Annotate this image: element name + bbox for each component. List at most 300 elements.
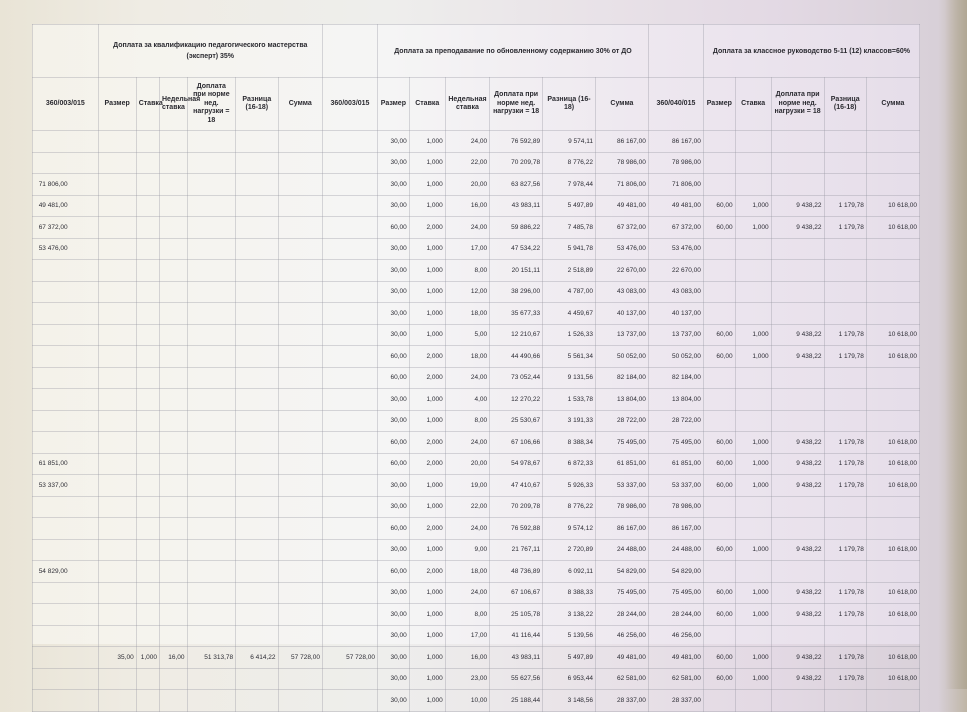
table-cell	[136, 518, 159, 540]
table-cell: 1,000	[735, 475, 771, 497]
table-cell	[136, 346, 159, 368]
table-cell: 2,000	[409, 518, 445, 540]
table-cell	[278, 582, 322, 604]
table-cell: 1,000	[735, 647, 771, 669]
table-cell: 78 986,00	[648, 496, 703, 518]
table-cell	[187, 389, 236, 411]
table-cell: 49 481,00	[595, 647, 648, 669]
table-cell: 30,00	[378, 582, 410, 604]
table-row	[33, 496, 920, 518]
table-row	[33, 217, 920, 239]
table-cell	[159, 561, 187, 583]
table-cell: 10 618,00	[866, 604, 919, 626]
table-cell	[866, 561, 919, 583]
table-cell	[703, 690, 735, 712]
table-cell: 75 495,00	[595, 582, 648, 604]
table-cell	[824, 152, 866, 174]
table-cell	[771, 367, 824, 389]
table-cell: 53 476,00	[595, 238, 648, 260]
table-cell: 8,00	[445, 410, 489, 432]
table-cell: 6 872,33	[543, 453, 596, 475]
table-cell: 1 179,78	[824, 324, 866, 346]
table-cell	[33, 346, 99, 368]
table-cell	[735, 131, 771, 153]
table-cell: 28 337,00	[648, 690, 703, 712]
table-cell	[159, 432, 187, 454]
table-cell	[136, 539, 159, 561]
table-cell	[322, 238, 377, 260]
table-cell: 10 618,00	[866, 475, 919, 497]
table-cell: 1,000	[409, 324, 445, 346]
table-cell	[136, 561, 159, 583]
table-cell: 9 438,22	[771, 647, 824, 669]
table-cell	[236, 432, 278, 454]
column-header: 360/003/015	[33, 78, 99, 131]
table-cell: 61 851,00	[648, 453, 703, 475]
table-cell: 9 574,12	[543, 518, 596, 540]
table-cell	[98, 582, 136, 604]
table-cell: 2 720,89	[543, 539, 596, 561]
table-cell: 75 495,00	[648, 582, 703, 604]
table-cell	[735, 303, 771, 325]
table-cell: 1,000	[735, 195, 771, 217]
table-cell: 1,000	[409, 195, 445, 217]
table-cell: 54 829,00	[648, 561, 703, 583]
table-cell	[866, 625, 919, 647]
table-cell: 16,00	[445, 647, 489, 669]
table-cell	[236, 496, 278, 518]
table-cell	[824, 561, 866, 583]
table-cell: 1,000	[409, 260, 445, 282]
table-cell: 1 526,33	[543, 324, 596, 346]
table-cell	[735, 561, 771, 583]
table-cell: 78 986,00	[648, 152, 703, 174]
table-cell	[136, 668, 159, 690]
table-cell	[278, 367, 322, 389]
table-cell: 30,00	[378, 174, 410, 196]
table-cell	[236, 539, 278, 561]
table-cell	[703, 281, 735, 303]
table-cell	[824, 410, 866, 432]
table-cell	[278, 195, 322, 217]
table-cell	[703, 367, 735, 389]
table-row	[33, 690, 920, 712]
table-cell: 8 388,33	[543, 582, 596, 604]
table-cell	[236, 410, 278, 432]
table-cell: 24,00	[445, 131, 489, 153]
table-cell	[159, 539, 187, 561]
table-cell	[236, 152, 278, 174]
table-cell	[771, 260, 824, 282]
table-cell: 3 138,22	[543, 604, 596, 626]
table-cell	[187, 324, 236, 346]
table-cell	[735, 625, 771, 647]
table-cell: 60,00	[703, 668, 735, 690]
table-cell: 20,00	[445, 174, 489, 196]
table-cell: 43 983,11	[490, 195, 543, 217]
table-cell	[771, 281, 824, 303]
table-row	[33, 453, 920, 475]
table-cell: 7 978,44	[543, 174, 596, 196]
table-cell: 17,00	[445, 625, 489, 647]
table-cell	[703, 238, 735, 260]
table-cell: 60,00	[703, 604, 735, 626]
table-cell	[33, 367, 99, 389]
table-cell	[866, 131, 919, 153]
table-cell: 49 481,00	[648, 647, 703, 669]
table-cell	[236, 582, 278, 604]
table-cell	[98, 625, 136, 647]
table-cell: 1,000	[735, 539, 771, 561]
table-cell: 10 618,00	[866, 453, 919, 475]
table-cell	[703, 410, 735, 432]
table-cell	[98, 152, 136, 174]
table-cell: 43 083,00	[595, 281, 648, 303]
table-cell	[236, 303, 278, 325]
column-header: Недельная ставка	[445, 78, 489, 131]
table-row	[33, 582, 920, 604]
table-cell: 30,00	[378, 195, 410, 217]
table-cell	[735, 410, 771, 432]
table-cell: 10 618,00	[866, 582, 919, 604]
column-header: Размер	[98, 78, 136, 131]
payroll-table	[32, 24, 920, 712]
table-cell: 25 188,44	[490, 690, 543, 712]
table-cell: 49 481,00	[648, 195, 703, 217]
table-cell: 75 495,00	[648, 432, 703, 454]
table-cell	[98, 174, 136, 196]
table-cell	[187, 604, 236, 626]
table-row	[33, 432, 920, 454]
table-cell: 1,000	[409, 389, 445, 411]
table-cell	[159, 195, 187, 217]
table-row	[33, 281, 920, 303]
table-cell	[236, 389, 278, 411]
table-cell: 1,000	[735, 453, 771, 475]
table-cell	[703, 260, 735, 282]
table-cell: 12 210,67	[490, 324, 543, 346]
table-cell	[322, 389, 377, 411]
table-cell: 60,00	[703, 582, 735, 604]
table-cell: 35,00	[98, 647, 136, 669]
table-cell: 60,00	[378, 367, 410, 389]
table-cell: 18,00	[445, 303, 489, 325]
column-header: Доплата при норме нед. нагрузки = 18	[490, 78, 543, 131]
table-cell: 4 787,00	[543, 281, 596, 303]
table-cell: 60,00	[703, 647, 735, 669]
table-cell	[33, 324, 99, 346]
table-cell	[771, 131, 824, 153]
table-cell: 86 167,00	[595, 518, 648, 540]
table-cell	[187, 496, 236, 518]
table-cell: 24,00	[445, 217, 489, 239]
table-cell: 9 438,22	[771, 453, 824, 475]
table-cell	[136, 582, 159, 604]
table-cell	[187, 131, 236, 153]
table-cell: 78 986,00	[595, 152, 648, 174]
table-cell	[159, 174, 187, 196]
table-cell: 48 736,89	[490, 561, 543, 583]
table-cell	[771, 690, 824, 712]
table-cell: 2,000	[409, 217, 445, 239]
table-cell: 60,00	[703, 475, 735, 497]
table-cell: 30,00	[378, 238, 410, 260]
table-cell	[866, 303, 919, 325]
table-cell	[278, 260, 322, 282]
table-cell	[824, 518, 866, 540]
table-cell	[33, 604, 99, 626]
table-cell	[771, 625, 824, 647]
table-cell: 73 052,44	[490, 367, 543, 389]
table-cell	[824, 260, 866, 282]
column-header: Сумма	[278, 78, 322, 131]
table-cell	[322, 604, 377, 626]
table-cell	[159, 303, 187, 325]
table-cell	[136, 238, 159, 260]
table-cell: 50 052,00	[595, 346, 648, 368]
table-cell	[98, 604, 136, 626]
table-cell: 1,000	[409, 303, 445, 325]
table-cell	[98, 518, 136, 540]
table-cell: 1,000	[409, 131, 445, 153]
table-cell	[187, 410, 236, 432]
table-cell: 54 829,00	[33, 561, 99, 583]
table-cell	[866, 410, 919, 432]
table-cell: 23,00	[445, 668, 489, 690]
table-cell: 28 337,00	[595, 690, 648, 712]
table-cell	[98, 260, 136, 282]
table-cell	[136, 690, 159, 712]
table-cell	[322, 195, 377, 217]
table-cell	[136, 625, 159, 647]
column-header: Разница (16-18)	[236, 78, 278, 131]
table-cell: 19,00	[445, 475, 489, 497]
table-cell: 30,00	[378, 131, 410, 153]
table-cell	[187, 281, 236, 303]
table-cell: 9 438,22	[771, 217, 824, 239]
table-cell: 9 574,11	[543, 131, 596, 153]
table-cell	[136, 195, 159, 217]
table-cell: 20 151,11	[490, 260, 543, 282]
table-cell: 9 438,22	[771, 539, 824, 561]
column-header: Ставка	[409, 78, 445, 131]
table-cell: 55 627,56	[490, 668, 543, 690]
table-cell: 8 776,22	[543, 496, 596, 518]
table-cell	[322, 625, 377, 647]
table-cell	[322, 281, 377, 303]
table-cell	[824, 690, 866, 712]
table-row	[33, 668, 920, 690]
table-cell	[322, 432, 377, 454]
table-cell	[187, 475, 236, 497]
table-cell: 53 337,00	[648, 475, 703, 497]
table-cell	[159, 131, 187, 153]
table-cell: 60,00	[378, 346, 410, 368]
table-cell	[703, 303, 735, 325]
table-cell: 54 978,67	[490, 453, 543, 475]
group-header-row	[33, 25, 920, 78]
table-cell: 1,000	[409, 496, 445, 518]
table-cell	[187, 260, 236, 282]
table-cell: 9 131,56	[543, 367, 596, 389]
column-header: Размер	[378, 78, 410, 131]
group-class-leadership: Доплата за классное руководство 5-11 (12) классов=60%	[703, 25, 919, 78]
group-qualification: Доплата за квалификацию педагогического мастерства (эксперт) 35%	[98, 25, 322, 78]
table-cell	[33, 496, 99, 518]
table-cell: 9 438,22	[771, 432, 824, 454]
table-cell	[278, 410, 322, 432]
table-cell	[735, 496, 771, 518]
table-cell	[735, 174, 771, 196]
group-blank-2	[322, 25, 377, 78]
table-cell	[322, 131, 377, 153]
table-cell: 2,000	[409, 561, 445, 583]
table-cell: 12 270,22	[490, 389, 543, 411]
table-cell	[187, 174, 236, 196]
table-cell: 21 767,11	[490, 539, 543, 561]
table-cell	[33, 389, 99, 411]
table-cell	[278, 518, 322, 540]
table-row	[33, 389, 920, 411]
table-cell	[278, 475, 322, 497]
table-cell: 60,00	[378, 217, 410, 239]
table-cell	[703, 131, 735, 153]
table-cell: 1,000	[409, 690, 445, 712]
table-cell	[866, 496, 919, 518]
table-cell	[187, 582, 236, 604]
table-cell: 12,00	[445, 281, 489, 303]
table-cell	[33, 260, 99, 282]
table-cell	[735, 152, 771, 174]
column-header: 360/040/015	[648, 78, 703, 131]
table-cell: 1 179,78	[824, 217, 866, 239]
group-updated-content: Доплата за преподавание по обновленному содержанию 30% от ДО	[378, 25, 649, 78]
table-cell: 70 209,78	[490, 152, 543, 174]
table-cell	[236, 690, 278, 712]
table-cell	[159, 367, 187, 389]
table-cell: 60,00	[703, 346, 735, 368]
table-cell: 10 618,00	[866, 432, 919, 454]
table-row	[33, 195, 920, 217]
table-cell	[33, 152, 99, 174]
table-cell: 28 244,00	[648, 604, 703, 626]
column-header: Сумма	[866, 78, 919, 131]
table-cell: 9 438,22	[771, 475, 824, 497]
table-cell	[187, 432, 236, 454]
table-cell	[322, 668, 377, 690]
table-cell: 47 534,22	[490, 238, 543, 260]
table-cell	[278, 174, 322, 196]
table-cell	[98, 539, 136, 561]
table-cell: 10 618,00	[866, 195, 919, 217]
table-cell: 24,00	[445, 432, 489, 454]
table-cell: 1,000	[409, 410, 445, 432]
table-cell	[159, 217, 187, 239]
table-cell	[159, 668, 187, 690]
table-cell	[98, 410, 136, 432]
table-cell: 1,000	[735, 346, 771, 368]
table-cell	[236, 604, 278, 626]
table-cell	[771, 410, 824, 432]
table-cell: 1 179,78	[824, 195, 866, 217]
table-cell: 30,00	[378, 625, 410, 647]
table-cell: 86 167,00	[595, 131, 648, 153]
table-row	[33, 324, 920, 346]
table-cell: 5 926,33	[543, 475, 596, 497]
table-cell	[703, 518, 735, 540]
table-cell: 46 256,00	[648, 625, 703, 647]
table-row	[33, 410, 920, 432]
table-cell: 30,00	[378, 260, 410, 282]
table-cell: 1 179,78	[824, 453, 866, 475]
column-header: Размер	[703, 78, 735, 131]
table-cell: 82 184,00	[595, 367, 648, 389]
table-cell: 1 179,78	[824, 475, 866, 497]
table-cell: 22,00	[445, 152, 489, 174]
table-cell	[322, 518, 377, 540]
table-cell: 40 137,00	[595, 303, 648, 325]
table-cell: 30,00	[378, 303, 410, 325]
table-cell	[236, 367, 278, 389]
table-cell: 1,000	[735, 582, 771, 604]
table-cell: 30,00	[378, 410, 410, 432]
table-cell: 16,00	[159, 647, 187, 669]
table-cell: 59 886,22	[490, 217, 543, 239]
column-header: Сумма	[595, 78, 648, 131]
table-cell: 5 561,34	[543, 346, 596, 368]
table-cell	[824, 625, 866, 647]
table-cell: 1,000	[409, 152, 445, 174]
table-cell: 51 313,78	[187, 647, 236, 669]
table-cell: 70 209,78	[490, 496, 543, 518]
table-cell	[771, 389, 824, 411]
table-cell: 49 481,00	[595, 195, 648, 217]
table-cell	[136, 303, 159, 325]
table-cell: 4 459,67	[543, 303, 596, 325]
table-cell	[322, 324, 377, 346]
table-cell: 30,00	[378, 281, 410, 303]
table-row	[33, 152, 920, 174]
table-cell: 71 806,00	[648, 174, 703, 196]
table-cell: 40 137,00	[648, 303, 703, 325]
table-cell	[98, 668, 136, 690]
table-cell	[236, 217, 278, 239]
table-cell	[98, 475, 136, 497]
table-cell	[33, 518, 99, 540]
table-cell: 1 179,78	[824, 539, 866, 561]
table-cell: 5,00	[445, 324, 489, 346]
table-cell: 16,00	[445, 195, 489, 217]
table-cell	[136, 475, 159, 497]
table-cell: 18,00	[445, 561, 489, 583]
group-blank-1	[33, 25, 99, 78]
table-cell	[322, 174, 377, 196]
table-cell: 5 941,78	[543, 238, 596, 260]
table-cell: 53 337,00	[595, 475, 648, 497]
table-cell: 6 092,11	[543, 561, 596, 583]
table-cell: 2,000	[409, 453, 445, 475]
table-cell: 43 083,00	[648, 281, 703, 303]
table-cell	[187, 453, 236, 475]
table-cell	[322, 367, 377, 389]
table-cell	[703, 389, 735, 411]
page-edge-shadow	[945, 0, 967, 689]
table-cell: 6 414,22	[236, 647, 278, 669]
table-cell: 24,00	[445, 367, 489, 389]
table-cell	[771, 238, 824, 260]
table-cell: 67 372,00	[595, 217, 648, 239]
table-cell	[278, 539, 322, 561]
